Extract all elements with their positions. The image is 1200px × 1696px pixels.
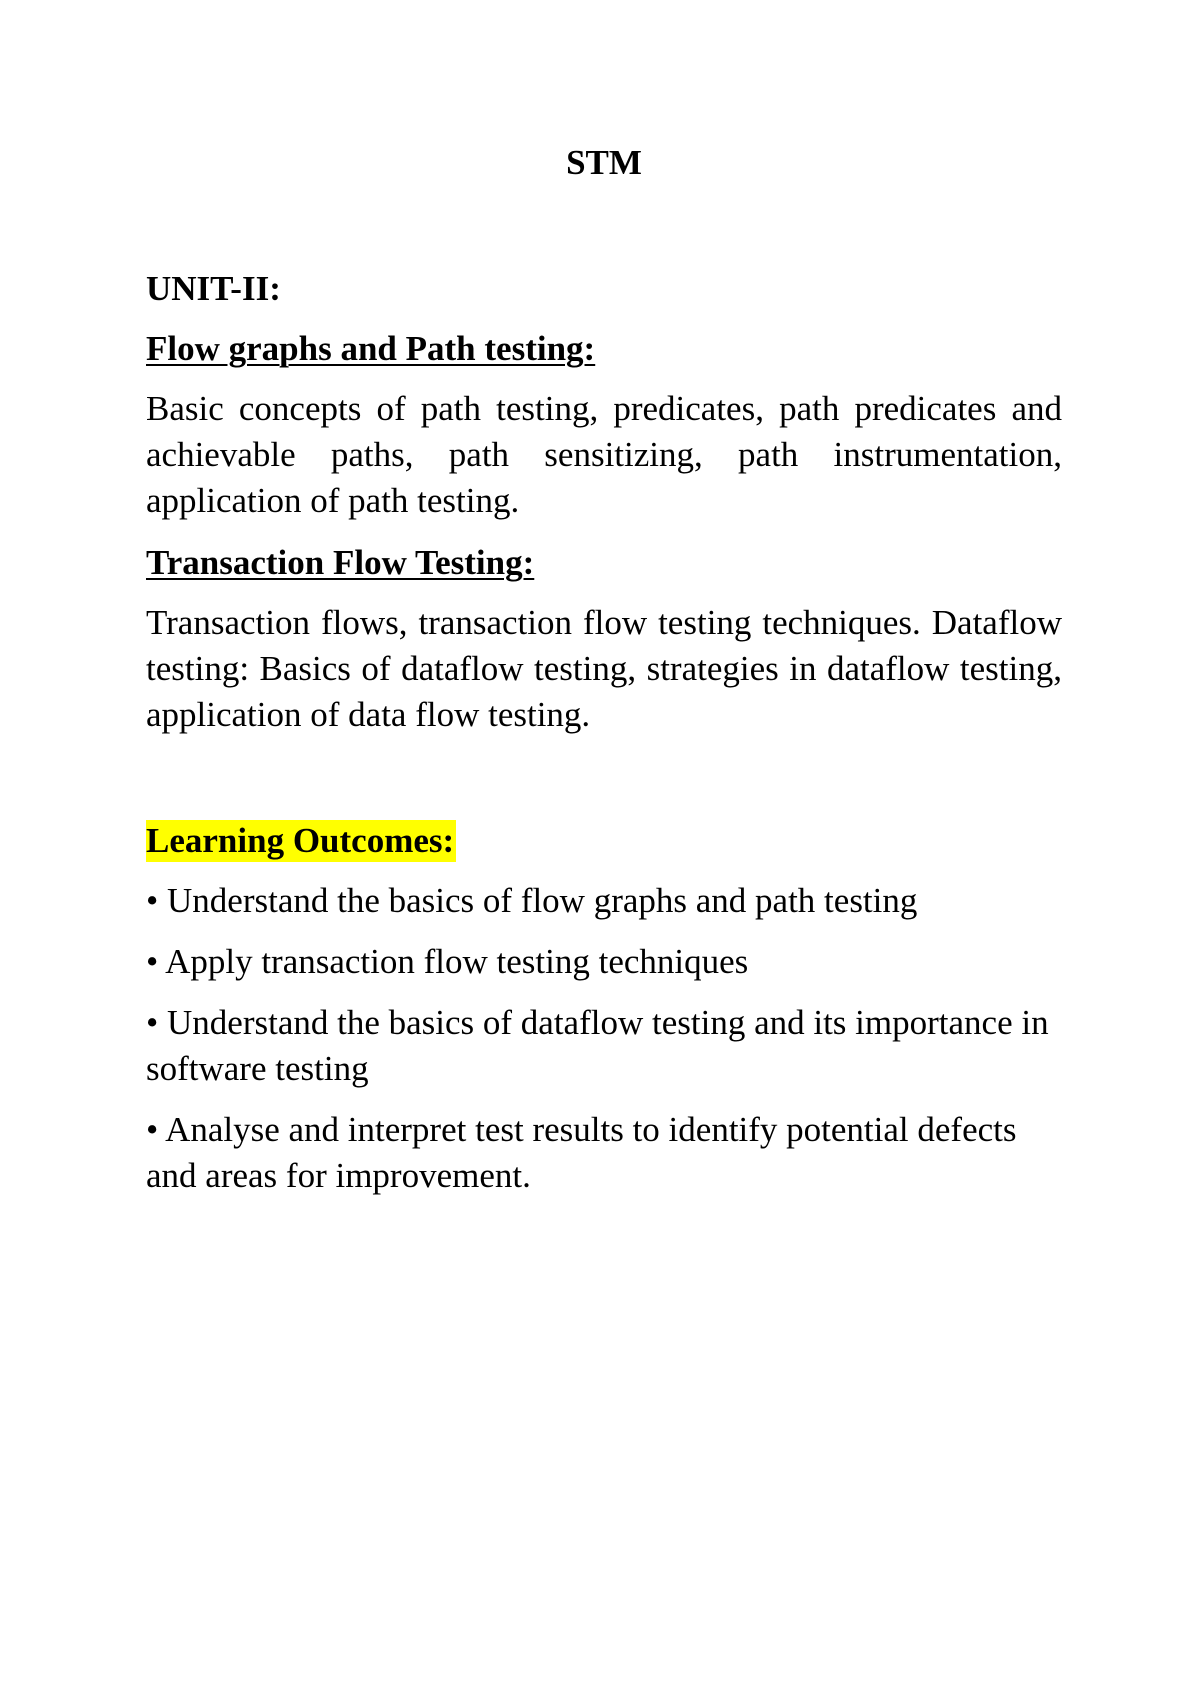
learning-outcome-item: • Analyse and interpret test results to identify potential defects and areas for improvement. [146, 1110, 1017, 1195]
section-heading-transaction-flow: Transaction Flow Testing: [146, 543, 535, 582]
section-body-flow-graphs: Basic concepts of path testing, predicates, path predicates and achievable paths, path sensitizing, path instrumentation, application of path testing. [146, 389, 1062, 520]
unit-label: UNIT-II: [146, 269, 281, 308]
learning-outcomes-heading: Learning Outcomes: [146, 821, 455, 860]
section-heading-flow-graphs: Flow graphs and Path testing: [146, 329, 596, 368]
learning-outcome-item: • Apply transaction flow testing techniques [146, 942, 749, 981]
section-body-transaction-flow: Transaction flows, transaction flow testing techniques. Dataflow testing: Basics of dataflow testing, strategies in dataflow testing, application of data flow testing. [146, 603, 1062, 734]
learning-outcome-item: • Understand the basics of dataflow testing and its importance in software testing [146, 1003, 1049, 1088]
document-title: STM [566, 143, 642, 182]
learning-outcome-item: • Understand the basics of flow graphs and path testing [146, 881, 918, 920]
